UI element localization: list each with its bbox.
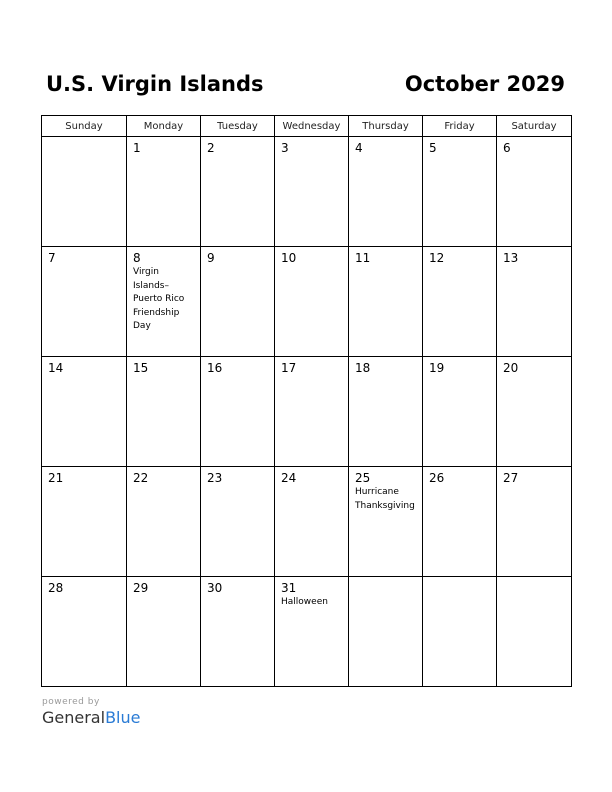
day-cell <box>201 577 275 687</box>
day-cell <box>127 137 201 247</box>
day-number: 15 <box>133 361 149 375</box>
day-number: 9 <box>207 251 215 265</box>
day-cell <box>201 247 275 357</box>
country-title: U.S. Virgin Islands <box>46 72 264 96</box>
brand-text-general: General <box>42 708 106 727</box>
powered-by-text: powered by <box>42 697 100 707</box>
day-cell <box>497 467 572 577</box>
day-number: 24 <box>281 471 297 485</box>
weekday-header: Friday <box>423 116 497 137</box>
week-row <box>42 247 572 357</box>
holiday-event: Virgin Islands– Puerto Rico Friendship Day <box>133 267 185 331</box>
day-number: 21 <box>48 471 64 485</box>
day-cell <box>275 357 349 467</box>
day-cell <box>349 137 423 247</box>
week-row <box>42 467 572 577</box>
footer <box>42 697 140 727</box>
month-year-title: October 2029 <box>404 72 565 96</box>
day-number: 4 <box>355 141 363 155</box>
day-cell <box>497 247 572 357</box>
day-number: 1 <box>133 141 141 155</box>
day-number: 28 <box>48 581 64 595</box>
day-cell <box>42 357 127 467</box>
day-number: 13 <box>503 251 519 265</box>
generalblue-logo <box>42 708 140 727</box>
day-number: 26 <box>429 471 445 485</box>
day-cell <box>275 247 349 357</box>
calendar-grid <box>41 115 572 687</box>
day-number: 18 <box>355 361 371 375</box>
day-number: 2 <box>207 141 215 155</box>
day-cell <box>275 577 349 687</box>
weekday-header-row <box>42 116 572 137</box>
day-number: 12 <box>429 251 445 265</box>
weekday-header: Wednesday <box>275 116 349 137</box>
day-cell <box>42 467 127 577</box>
day-number: 20 <box>503 361 519 375</box>
day-number: 7 <box>48 251 56 265</box>
day-cell <box>42 577 127 687</box>
day-cell <box>349 577 423 687</box>
day-cell <box>423 357 497 467</box>
day-cell <box>423 247 497 357</box>
day-number: 10 <box>281 251 297 265</box>
day-cell <box>275 467 349 577</box>
day-number: 31 <box>281 581 297 595</box>
day-cell <box>127 577 201 687</box>
weekday-header: Saturday <box>497 116 572 137</box>
day-cell <box>497 357 572 467</box>
day-number: 5 <box>429 141 437 155</box>
brand-text-blue: Blue <box>105 708 141 727</box>
day-cell <box>201 357 275 467</box>
weekday-header: Monday <box>127 116 201 137</box>
day-number: 16 <box>207 361 223 375</box>
day-cell <box>349 467 423 577</box>
day-number: 25 <box>355 471 371 485</box>
day-number: 6 <box>503 141 511 155</box>
week-row <box>42 137 572 247</box>
day-cell <box>423 467 497 577</box>
day-number: 27 <box>503 471 519 485</box>
day-cell <box>201 467 275 577</box>
day-number: 17 <box>281 361 297 375</box>
day-cell <box>201 137 275 247</box>
day-cell <box>423 577 497 687</box>
holiday-event: Halloween <box>281 597 328 607</box>
day-number: 22 <box>133 471 149 485</box>
day-number: 30 <box>207 581 223 595</box>
day-number: 8 <box>133 251 141 265</box>
weekday-header: Tuesday <box>201 116 275 137</box>
day-number: 3 <box>281 141 289 155</box>
day-cell <box>127 357 201 467</box>
day-cell <box>127 467 201 577</box>
day-number: 29 <box>133 581 149 595</box>
week-row <box>42 357 572 467</box>
day-number: 19 <box>429 361 445 375</box>
weekday-header: Sunday <box>42 116 127 137</box>
day-number: 11 <box>355 251 371 265</box>
holiday-event: Hurricane Thanksgiving <box>355 487 415 511</box>
day-cell <box>275 137 349 247</box>
day-cell <box>42 247 127 357</box>
day-cell <box>127 247 201 357</box>
day-cell <box>497 577 572 687</box>
day-cell <box>42 137 127 247</box>
day-cell <box>349 247 423 357</box>
day-cell <box>349 357 423 467</box>
weekday-header: Thursday <box>349 116 423 137</box>
day-cell <box>497 137 572 247</box>
day-cell <box>423 137 497 247</box>
week-row <box>42 577 572 687</box>
day-number: 23 <box>207 471 223 485</box>
day-number: 14 <box>48 361 64 375</box>
